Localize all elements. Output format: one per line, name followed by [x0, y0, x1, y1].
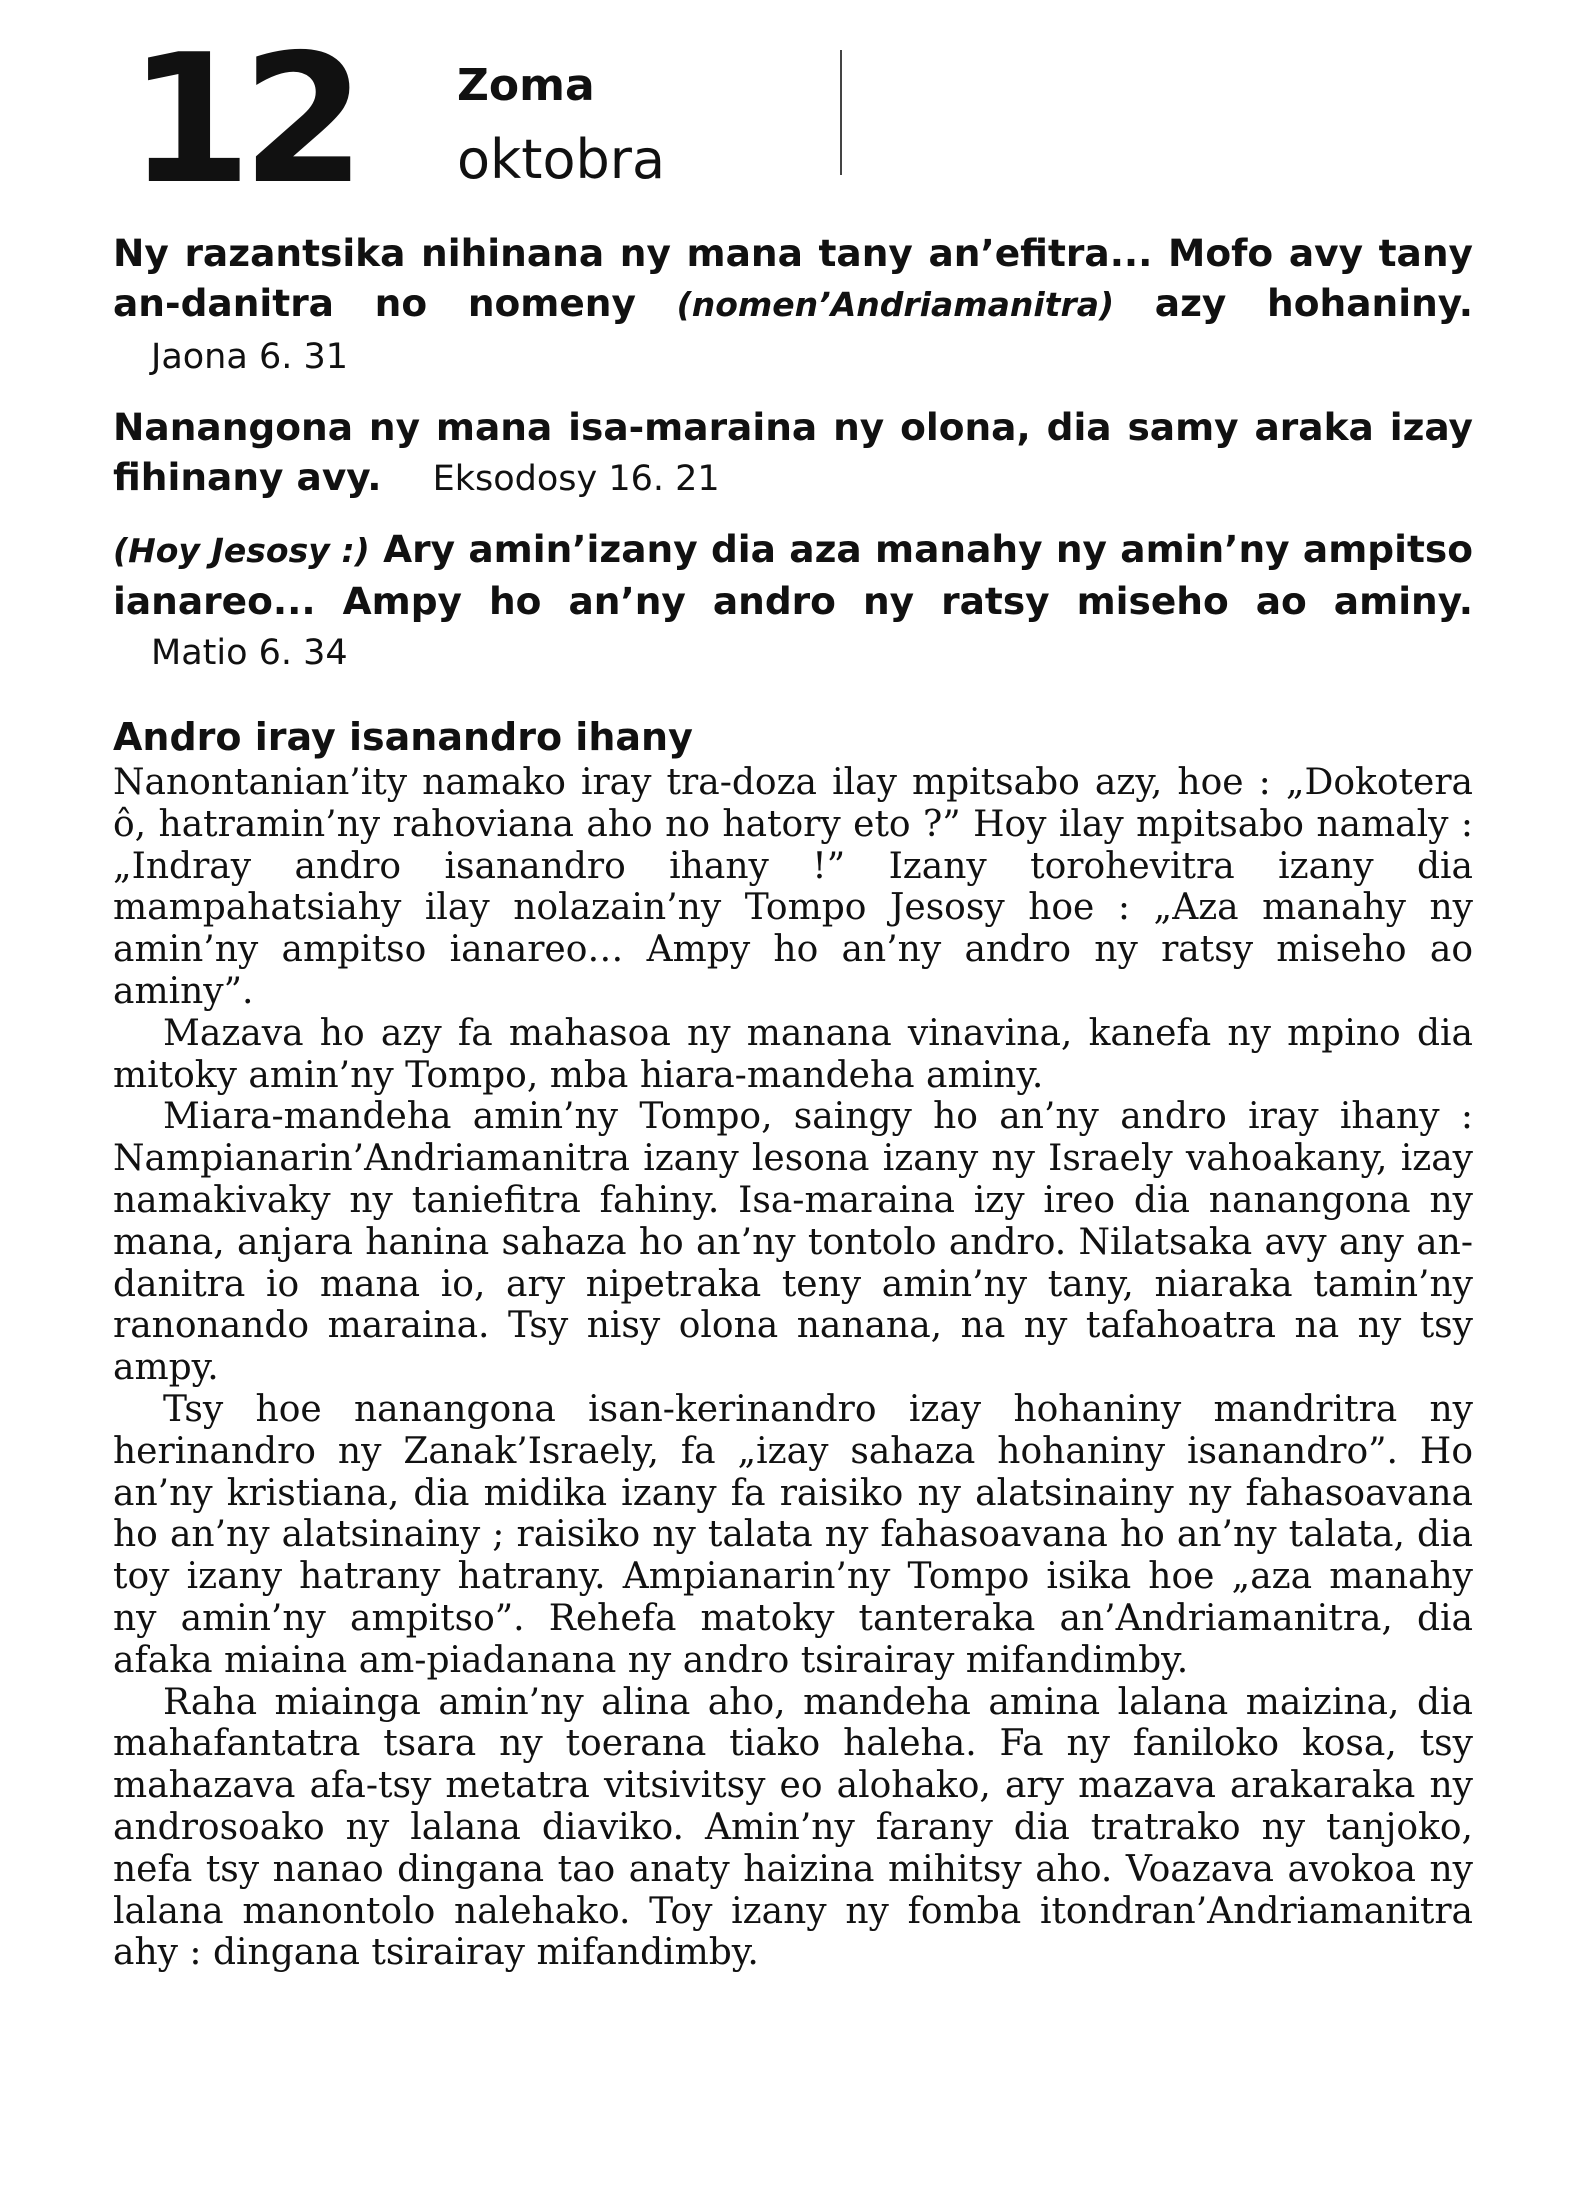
meditation-paragraph: Miara-mandeha amin’ny Tompo, saingy ho an’ny andro iray ihany : Nampianarin’Andriamanitra izany lesona izany ny Israely vahoakany, izay namakivaky ny taniefitra fahiny. Isa-maraina izy ireo dia nanangona ny mana, anjara hanina sahaza ho an’ny tontolo andro. Nilatsaka avy any an-danitra io mana io, ary nipetraka teny amin’ny tany, niaraka tamin’ny ranonando maraina. Tsy nisy olona nanana, na ny tafahoatra na ny tsy ampy. — [113, 1096, 1473, 1389]
weekday: Zoma — [457, 60, 595, 111]
month: oktobra — [457, 128, 666, 191]
verse-note: (nomen’Andriamanitra) — [676, 285, 1115, 324]
meditation-title: Andro iray isanandro ihany — [113, 715, 693, 759]
meditation-paragraph: Tsy hoe nanangona isan-kerinandro izay hohaniny mandritra ny herinandro ny Zanak’Israely, fa „izay sahaza hohaniny isanandro”. Ho an’ny kristiana, dia midika izany fa raisiko ny alatsinainy ny fahasoavana ho an’ny alatsinainy ; raisiko ny talata ny fahasoavana ho an’ny talata, dia toy izany hatrany hatrany. Ampianarin’ny Tompo isika hoe „aza manahy ny amin’ny ampitso”. Rehefa matoky tanteraka an’Andriamanitra, dia afaka miaina am-piadanana ny andro tsirairay mifandimby. — [113, 1388, 1473, 1681]
meditation-body — [113, 762, 1473, 1974]
verse-text: Ny razantsika nihinana ny mana tany an’efitra... Mofo avy tany an-danitra no nomeny — [113, 231, 1473, 325]
verse-3 — [113, 524, 1473, 678]
header-divider — [840, 50, 842, 175]
verse-2 — [113, 402, 1473, 504]
verse-tail: azy hohaniny. — [1154, 281, 1474, 325]
meditation-paragraph: Raha miainga amin’ny alina aho, mandeha amina lalana maizina, dia mahafantatra tsara ny toerana tiako haleha. Fa ny faniloko kosa, tsy mahazava afa-tsy metatra vitsivitsy eo alohako, ary mazava arakaraka ny androsoako ny lalana diaviko. Amin’ny farany dia tratrako ny tanjoko, nefa tsy nanao dingana tao anaty haizina mihitsy aho. Voazava avokoa ny lalana manontolo nalehako. Toy izany ny fomba itondran’Andriamanitra ahy : dingana tsirairay mifandimby. — [113, 1681, 1473, 1974]
day-number: 12 — [128, 16, 356, 223]
verse-reference: Eksodosy 16. 21 — [432, 459, 720, 499]
verses-block — [113, 228, 1473, 698]
verse-reference: Matio 6. 34 — [151, 633, 348, 673]
verse-text: Nanangona ny mana isa-maraina ny olona, dia samy araka izay fihinany avy. — [113, 405, 1473, 499]
verse-reference: Jaona 6. 31 — [151, 337, 348, 377]
verse-lead: (Hoy Jesosy :) — [113, 531, 370, 570]
meditation-paragraph: Mazava ho azy fa mahasoa ny manana vinavina, kanefa ny mpino dia mitoky amin’ny Tompo, mba hiara-mandeha aminy. — [113, 1012, 1473, 1096]
verse-1 — [113, 228, 1473, 382]
meditation-paragraph: Nanontanian’ity namako iray tra-doza ilay mpitsabo azy, hoe : „Dokotera ô, hatramin’ny rahoviana aho no hatory eto ?” Hoy ilay mpitsabo namaly : „Indray andro isanandro ihany !” Izany torohevitra izany dia mampahatsiahy ilay nolazain’ny Tompo Jesosy hoe : „Aza manahy ny amin’ny ampitso ianareo… Ampy ho an’ny andro ny ratsy miseho ao aminy”. — [113, 762, 1473, 1012]
verse-text: Ary amin’izany dia aza manahy ny amin’ny ampitso ianareo... Ampy ho an’ny andro ny ratsy miseho ao aminy. — [113, 527, 1473, 623]
